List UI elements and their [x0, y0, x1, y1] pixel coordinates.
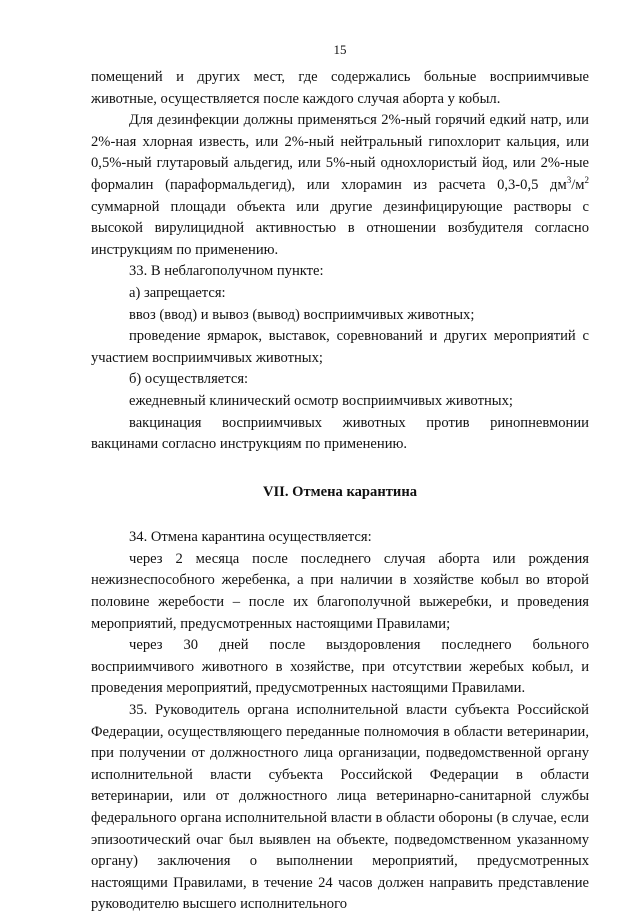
superscript-2: 2	[584, 175, 589, 186]
paragraph-import-export: ввоз (ввод) и вывоз (вывод) восприимчивых животных;	[129, 306, 475, 323]
paragraph-continuation: помещений и других мест, где содержались больные восприимчивые животные, осуществляется после каждого случая аборта у кобыл.	[91, 69, 589, 107]
paragraph-vaccination: вакцинация восприимчивых животных против ринопневмонии вакцинами согласно инструкциям по применению.	[91, 414, 589, 453]
paragraph-fairs: проведение ярмарок, выставок, соревнований и других мероприятий с участием восприимчивых животных;	[91, 328, 589, 366]
paragraph-item-33: 33. В неблагополучном пункте:	[129, 263, 324, 280]
paragraph-thirty-days: через 30 дней после выздоровления последнего больного восприимчивого животного в хозяйстве, при отсутствии жеребых кобыл, и проведения мероприятий, предусмотренных настоящими Правилами.	[91, 637, 589, 697]
superscript-3: 3	[566, 175, 572, 186]
paragraph-daily-inspection: ежедневный клинический осмотр восприимчивых животных;	[129, 392, 513, 409]
disinfection-text-a: Для дезинфекции должны применяться 2%-ный горячий едкий натр, или 2%-ная хлорная известь, или 2%-ный нейтральный гипохлорит кальция, или 0,5%-ный глутаровый альдегид, или 5%-ный однохлористый йод, или 2%-ные формалин (параформальдегид), или хлорамин из расчета 0,3-0,5 дм	[91, 112, 589, 193]
section-heading: VII. Отмена карантина	[262, 483, 418, 500]
disinfection-text-b: /м	[571, 176, 585, 193]
paragraph-carried-out: б) осуществляется:	[129, 371, 249, 388]
page-number: 15	[333, 42, 347, 57]
paragraph-two-months: через 2 месяца после последнего случая аборта или рождения нежизнеспособного жеребенка, а при наличии в хозяйстве кобыл во второй половине жеребости – после их благополучной выжеребки, и проведения мероприятий, предусмотренных настоящими Правилами;	[91, 550, 589, 632]
paragraph-prohibited: а) запрещается:	[129, 284, 226, 301]
disinfection-text-c: суммарной площади объекта или другие дезинфицирующие растворы с высокой вирулицидной активностью в отношении возбудителя согласно инструкциям по применению.	[91, 198, 589, 258]
paragraph-item-35: 35. Руководитель органа исполнительной власти субъекта Российской Федерации, осуществляющего переданные полномочия в области ветеринарии, при получении от должностного лица организации, подведомственной органу исполнительной власти субъекта Российской Федерации в области ветеринарии, или от должностного лица ветеринарно-санитарной службы федерального органа исполнительной власти в области обороны (в случае, если эпизоотический очаг был выявлен на объекте, подведомственном указанному органу) заключения о выполнении мероприятий, предусмотренных настоящими Правилами, в течение 24 часов должен направить представление руководителю высшего исполнительного	[91, 702, 589, 913]
document-body	[91, 67, 589, 916]
paragraph-item-34: 34. Отмена карантина осуществляется:	[129, 529, 372, 546]
paragraph-disinfection	[91, 110, 589, 261]
